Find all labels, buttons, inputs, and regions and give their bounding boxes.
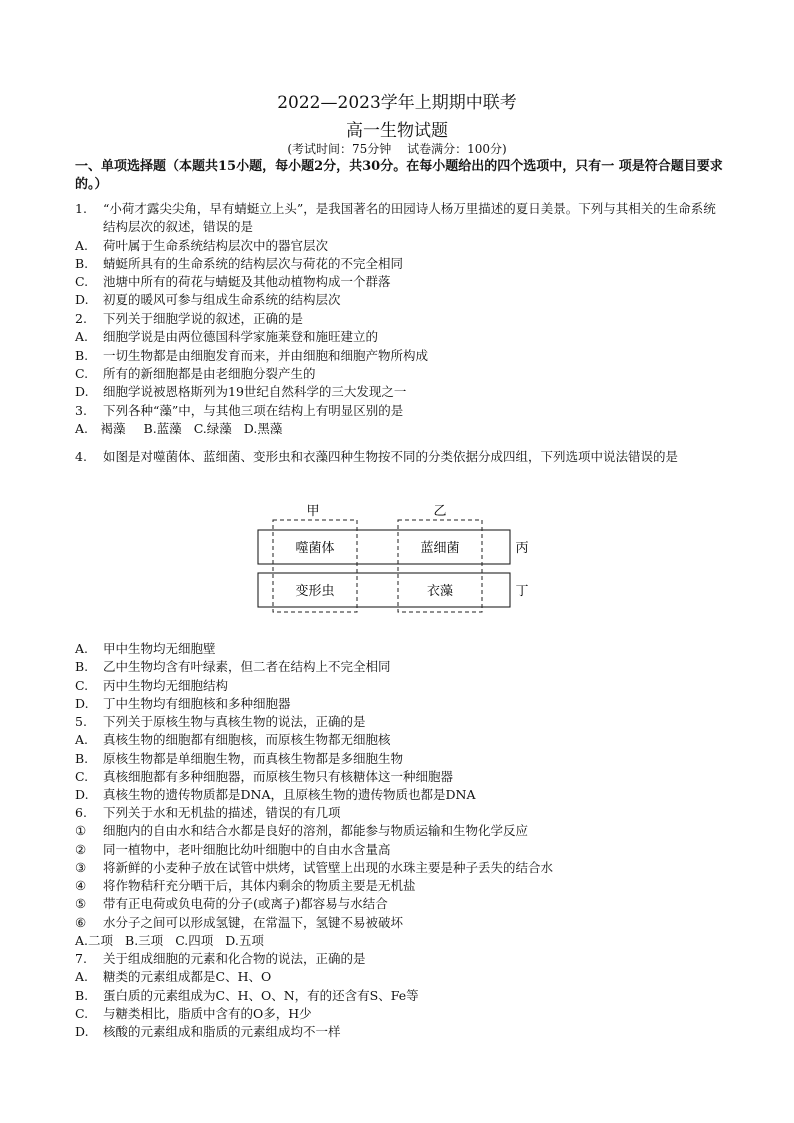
- inline-options: A.二项 B.三项 C.四项 D.五项: [75, 933, 264, 949]
- question-3: [75, 402, 725, 439]
- question-stem: 1. “小荷才露尖尖角，早有蜻蜓立上头”，是我国著名的田园诗人杨万里描述的夏日美景。下列与其相关的生命系统结构层次的叙述，错误的是: [75, 200, 725, 237]
- statement-1: ① 细胞内的自由水和结合水都是良好的溶剂，都能参与物质运输和生物化学反应: [75, 823, 529, 839]
- group-label-yi: 乙: [433, 504, 447, 519]
- option-d: D. 细胞学说被恩格斯列为19世纪自然科学的三大发现之一: [75, 384, 407, 400]
- statement-2: ② 同一植物中，老叶细胞比幼叶细胞中的自由水含量高: [75, 841, 391, 857]
- option-d: D. 核酸的元素组成和脂质的元素组成均不一样: [75, 1024, 341, 1040]
- statement-6: ⑥ 水分子之间可以形成氢键，在常温下，氢键不易被破坏: [75, 914, 404, 930]
- question-stem: 3. 下列各种“藻”中，与其他三项在结构上有明显区别的是: [75, 402, 725, 420]
- option-c: C. 所有的新细胞都是由老细胞分裂产生的: [75, 365, 316, 381]
- question-number: 7.: [75, 951, 87, 966]
- option-c: C. 真核细胞都有多种细胞器，而原核生物只有核糖体这一种细胞器: [75, 768, 454, 784]
- statement-4: ④ 将作物秸秆充分晒干后，其体内剩余的物质主要是无机盐: [75, 878, 416, 894]
- question-number: 1.: [75, 201, 87, 216]
- option-a: A. 荷叶属于生命系统结构层次中的器官层次: [75, 237, 329, 253]
- question-stem: 7. 关于组成细胞的元素和化合物的说法，正确的是: [75, 950, 725, 968]
- option-c: C. 池塘中所有的荷花与蜻蜓及其他动植物构成一个群落: [75, 274, 391, 290]
- row-label-ding: 丁: [515, 584, 529, 599]
- option-d: D. 初夏的暖风可参与组成生命系统的结构层次: [75, 292, 341, 308]
- statement-3: ③ 将新鲜的小麦种子放在试管中烘烤，试管壁上出现的水珠主要是种子丢失的结合水: [75, 859, 554, 875]
- question-6: [75, 804, 725, 950]
- question-stem: 2. 下列关于细胞学说的叙述，正确的是: [75, 310, 725, 328]
- option-b: B. 原核生物都是单细胞生物，而真核生物都是多细胞生物: [75, 750, 404, 766]
- inline-options: A. 褐藻 B.蓝藻 C.绿藻 D.黑藻: [75, 421, 283, 437]
- exam-info: (考试时间：75分钟 试卷满分：100分): [287, 142, 507, 156]
- option-c: C. 与糖类相比，脂质中含有的O多，H少: [75, 1005, 312, 1021]
- question-5: [75, 713, 725, 804]
- question-7: [75, 950, 725, 1041]
- cell-amoeba: 变形虫: [295, 584, 335, 599]
- option-a: A. 糖类的元素组成都是C、H、O: [75, 969, 272, 985]
- exam-title: 2022—2023学年上期期中联考: [277, 93, 517, 113]
- question-number: 2.: [75, 311, 87, 326]
- question-number: 3.: [75, 403, 87, 418]
- statement-5: ⑤ 带有正电荷或负电荷的分子(或离子)都容易与水结合: [75, 896, 388, 912]
- option-a: A. 细胞学说是由两位德国科学家施莱登和施旺建立的: [75, 329, 379, 345]
- section-heading: 一、单项选择题（本题共15小题，每小题2分，共30分。在每小题给出的四个选项中，只有一 项是符合题目要求的。）: [75, 159, 723, 192]
- option-b: B. 乙中生物均含有叶绿素，但二者在结构上不完全相同: [75, 659, 391, 675]
- cell-bacteriophage: 噬菌体: [295, 541, 335, 556]
- option-b: B. 蛋白质的元素组成为C、H、O、N，有的还含有S、Fe等: [75, 987, 419, 1003]
- option-b: B. 蜻蜓所具有的生命系统的结构层次与荷花的不完全相同: [75, 255, 404, 271]
- question-stem: 4. 如图是对噬菌体、蓝细菌、变形虫和衣藻四种生物按不同的分类依据分成四组，下列选项中说法错误的是: [75, 448, 725, 466]
- group-label-jia: 甲: [306, 504, 320, 519]
- question-number: 6.: [75, 805, 87, 820]
- option-b: B. 一切生物都是由细胞发育而来，并由细胞和细胞产物所构成: [75, 347, 429, 363]
- question-stem: 5. 下列关于原核生物与真核生物的说法，正确的是: [75, 713, 725, 731]
- cell-chlamydomonas: 衣藻: [426, 584, 454, 599]
- option-a: A. 甲中生物均无细胞壁: [75, 641, 216, 656]
- option-d: D. 真核生物的遗传物质都是DNA，且原核生物的遗传物质也都是DNA: [75, 787, 476, 803]
- question-4: [75, 448, 725, 466]
- cell-cyanobacteria: 蓝细菌: [420, 541, 460, 556]
- question-number: 5.: [75, 714, 87, 729]
- question-number: 4.: [75, 449, 87, 464]
- classification-diagram: [255, 500, 545, 615]
- question-1: [75, 200, 725, 310]
- option-c: C. 丙中生物均无细胞结构: [75, 677, 229, 693]
- question-4-options: [75, 640, 725, 713]
- option-a: A. 真核生物的细胞都有细胞核，而原核生物都无细胞核: [75, 732, 391, 748]
- option-d: D. 丁中生物均有细胞核和多种细胞器: [75, 695, 291, 711]
- exam-subject-title: 高一生物试题: [346, 121, 448, 141]
- question-2: [75, 310, 725, 401]
- row-label-bing: 丙: [515, 541, 529, 556]
- question-stem: 6. 下列关于水和无机盐的描述，错误的有几项: [75, 804, 725, 822]
